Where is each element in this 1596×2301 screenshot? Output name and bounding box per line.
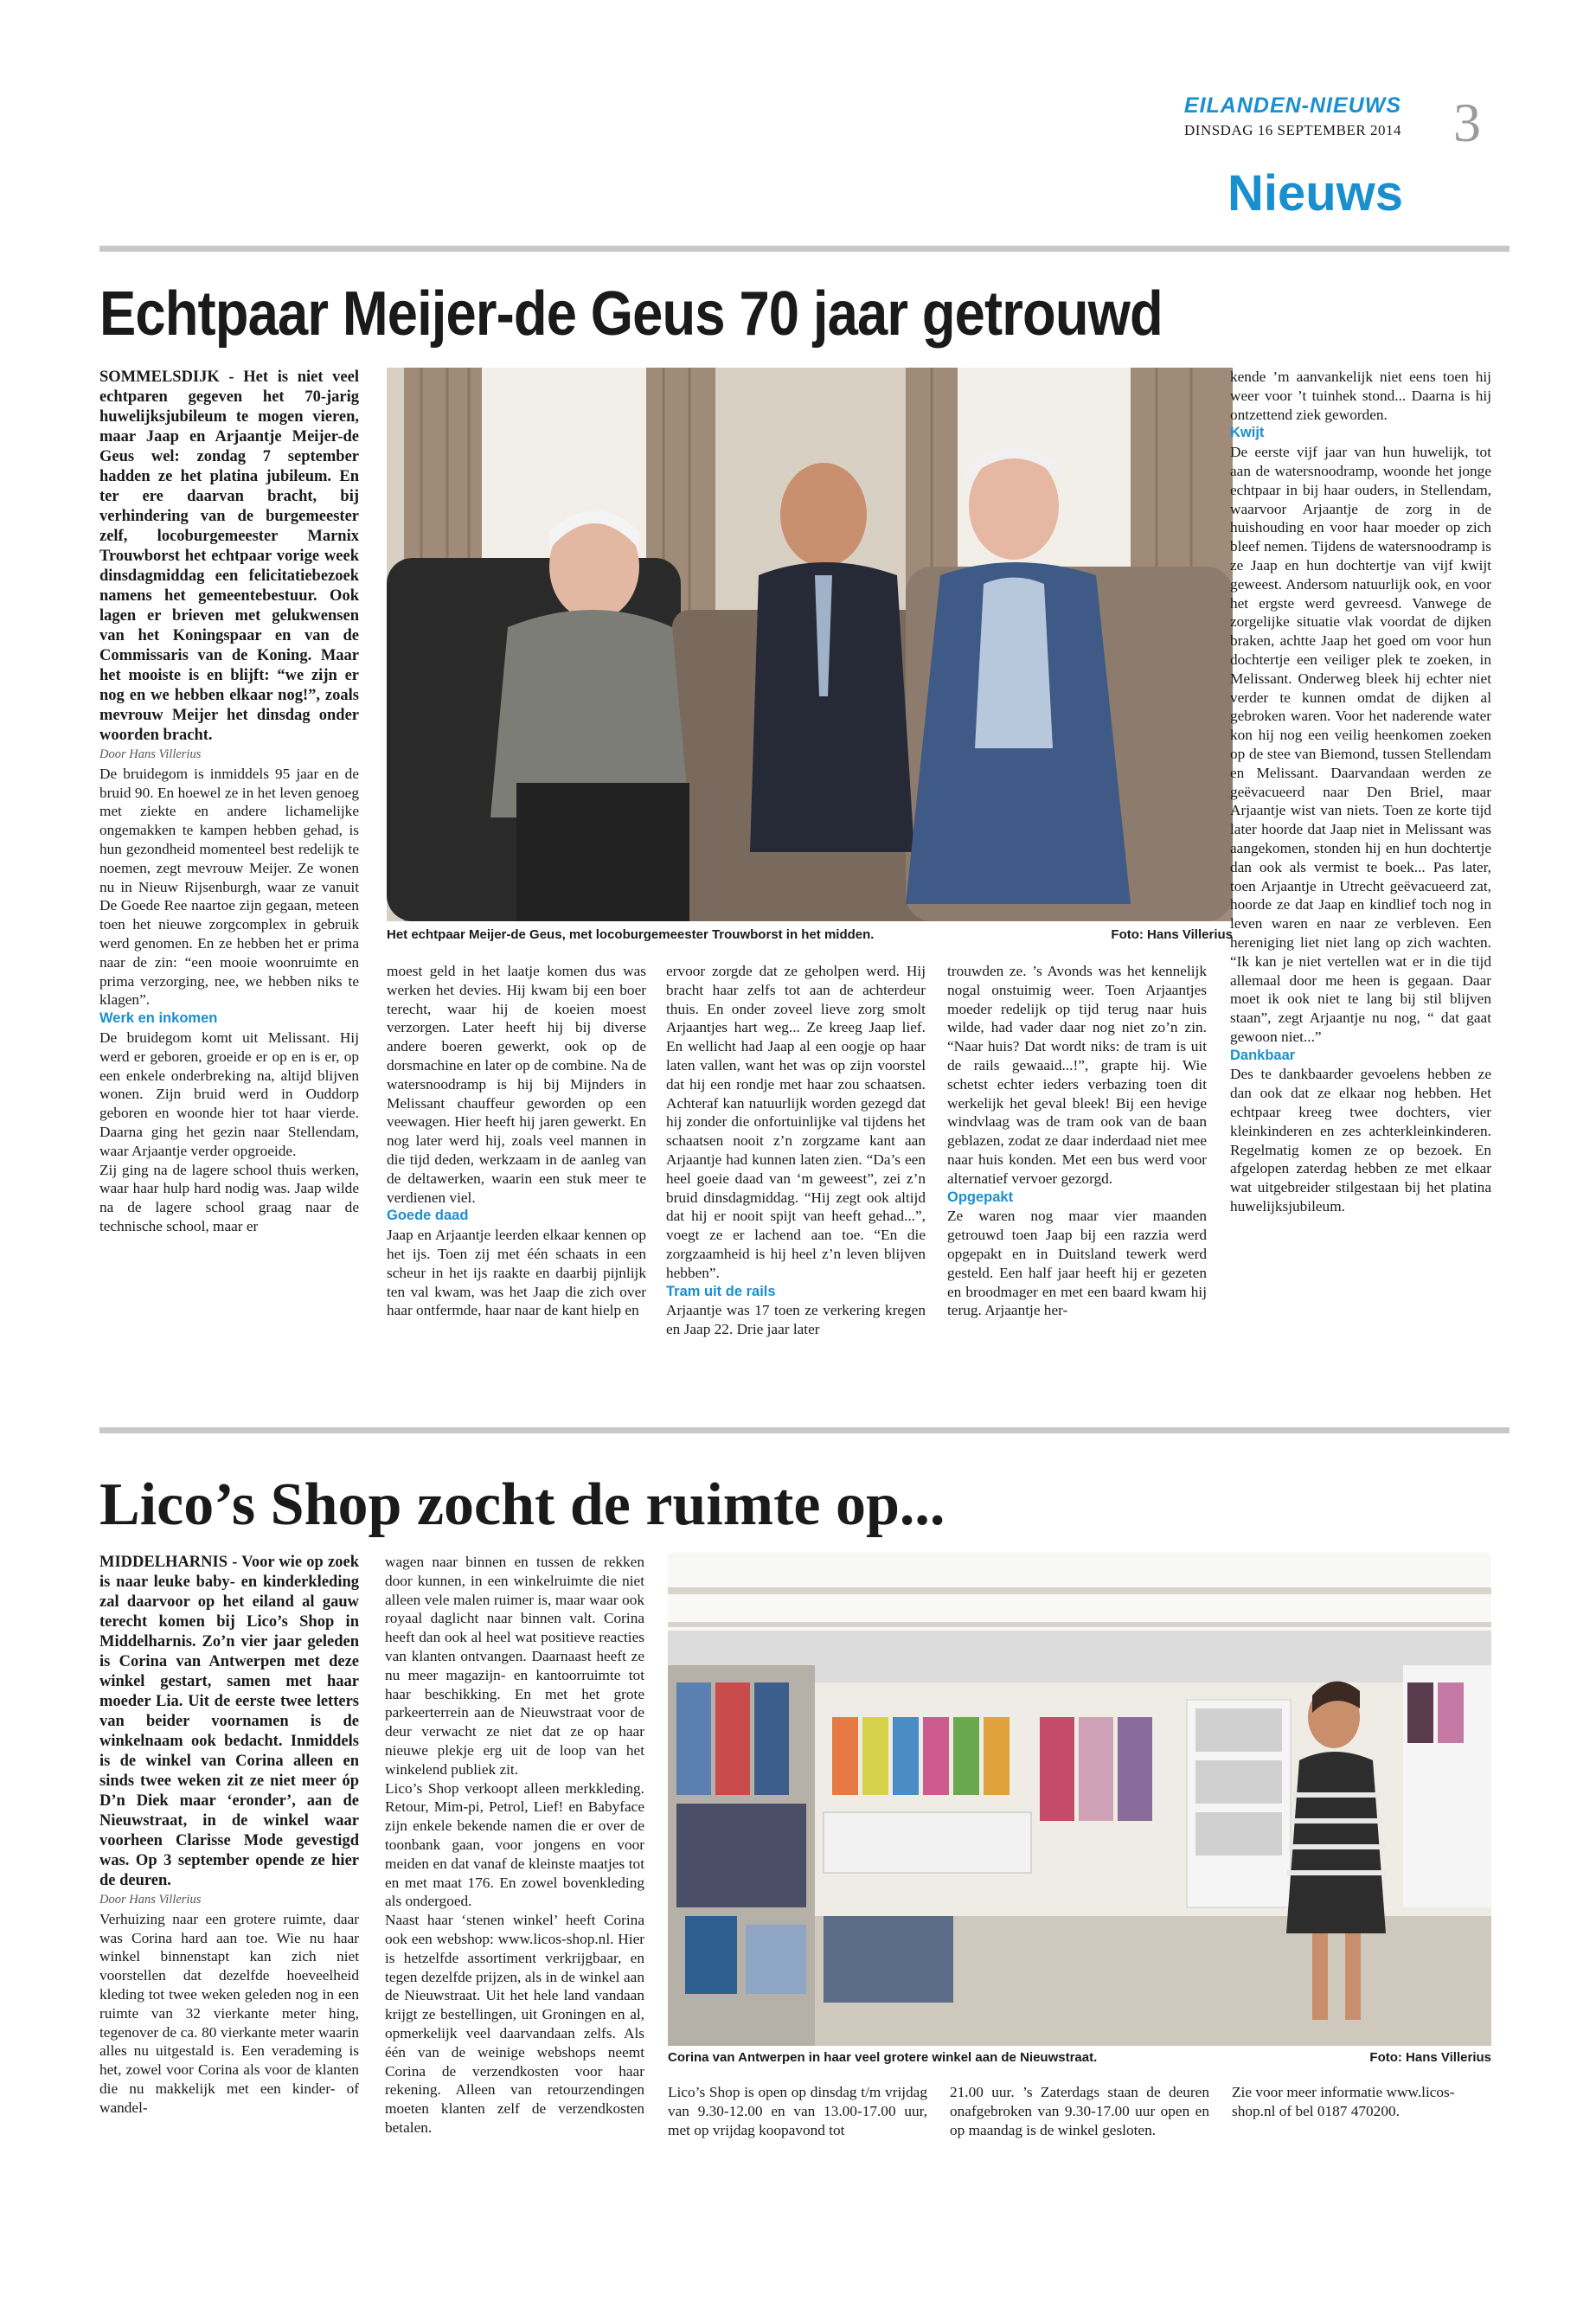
article1-subheading-tram: Tram uit de rails bbox=[666, 1283, 776, 1299]
article2-byline: Door Hans Villerius bbox=[99, 1893, 202, 1907]
article1-subheading-goede-daad: Goede daad bbox=[387, 1208, 469, 1224]
article1-photo-caption: Het echtpaar Meijer-de Geus, met locoburgemeester Trouwborst in het midden. bbox=[387, 927, 875, 942]
article1-paragraph: De bruidegom is inmiddels 95 jaar en de bruid 90. En hoewel ze in het leven genoeg met ziekte en andere lichamelijke ongemakken te kampen hebben gehad, is hun gezondheid momenteel best redelijk te noemen, zegt mevrouw Meijer. Ze wonen nu in Nieuw Rijsenburgh, waar ze vanuit De Goede Ree naartoe zijn gegaan, meteen toen het nieuwe zorgcomplex in gebruik werd genomen. En ze hebben het er prima naar de zin: “een mooie woonruimte en prima verzorging, nee, we hebben niks te klagen”. bbox=[99, 765, 359, 1009]
article1-photo-credit: Foto: Hans Villerius bbox=[1111, 927, 1233, 942]
article1-paragraph: Des te dankbaarder gevoelens hebben ze dan ook dat ze elkaar nog hebben. Het echtpaar kreeg twee dochters, vier kleinkinderen en zes achterkleinkinderen. Regelmatig komen ze op bezoek. En afgelopen zaterdag hebben ze met elkaar wat uitgebreider stilgestaan bij het platina huwelijksjubileum. bbox=[1230, 1066, 1491, 1215]
article2-paragraph: Verhuizing naar een grotere ruimte, daar was Corina hard aan toe. Wie nu haar winkel binnenstapt kan zich niet voorstellen dat dezelfde hoeveelheid kleding tot twee weken geleden nog in een ruimte van 32 vierkante meter hing, tegenover de ca. 80 vierkante meter waarin alles nu uitgestald is. Een verademing is het, zowel voor Corina als voor de klanten die nu makkelijk met een kinder- of wandel- bbox=[99, 1910, 359, 2116]
article2-paragraph: wagen naar binnen en tussen de rekken door kunnen, in een winkelruimte die niet alleen vele malen ruimer is, maar waar ook royaal daglicht naar binnen valt. Corina heeft dan ook al heel wat positieve reacties van klanten ontvangen. Daarnaast heeft ze nu meer magazijn- en kantoorruimte tot haar beschikking. En met het grote parkeerterrein aan de Nieuwstraat voor de deur verwacht ze niet dat ze op haar nieuwe plekje erg uit de loop van het winkelend publiek zit. bbox=[385, 1554, 644, 1778]
article1-col-1 bbox=[99, 368, 359, 1236]
article1-col-3 bbox=[666, 962, 926, 1339]
article2-photo-credit: Foto: Hans Villerius bbox=[1369, 2050, 1491, 2065]
article2-paragraph: Lico’s Shop verkoopt alleen merkkleding. Retour, Mim-pi, Petrol, Lief! en Babyface zijn enkele bekende namen die er over de toonbank gaan, voor jongens en voor meiden en dat vanaf de kleinste maatjes tot en met maat 176. En zowel bovenkleding als ondergoed. bbox=[385, 1779, 644, 1910]
shop-photo-illustration bbox=[668, 1553, 1491, 2046]
issue-date: DINSDAG 16 SEPTEMBER 2014 bbox=[1184, 122, 1401, 138]
article1-col-4 bbox=[947, 962, 1207, 1320]
article2-headline: Lico’s Shop zocht de ruimte op... bbox=[99, 1471, 945, 1538]
section-title: Nieuws bbox=[1227, 165, 1403, 221]
article1-subheading-kwijt: Kwijt bbox=[1230, 425, 1265, 441]
article1-paragraph: trouwden ze. ’s Avonds was het kennelijk nogal onstuimig weer. Toen Arjaantjes moeder redelijk op tijd terug naar huis wilde, had vader daar nog niet zo’n zin. “Naar huis? Dat wordt niks: de tram is uit de rails gewaaid...!”, grapte hij. Wie schetst echter ieders verbazing toen dit werkelijk het geval bleek! Bij een hevige windvlaag was de tram ook van de baan geblazen, zodat ze daar inderdaad niet mee naar huis konden. Met een bus werd voor alternatief vervoer gezorgd. bbox=[947, 963, 1207, 1187]
article1-col-5 bbox=[1230, 368, 1491, 1216]
couple-photo-illustration bbox=[387, 368, 1233, 921]
article1-subheading-opgepakt: Opgepakt bbox=[947, 1189, 1014, 1205]
article1-paragraph: De bruidegom komt uit Melissant. Hij werd er geboren, groeide er op en is er, op een enkele onderbreking na, altijd blijven wonen. Zijn bruid werd in Ouddorp geboren en woonde hier tot haar vierde. Daarna ging het gezin naar Stellendam, waar Arjaantje verder opgroeide. bbox=[99, 1029, 359, 1159]
article2-col-1 bbox=[99, 1553, 359, 2118]
article2-col-3 bbox=[668, 2083, 927, 2139]
article2-paragraph: Zie voor meer informatie www.licos-shop.nl of bel 0187 470200. bbox=[1232, 2084, 1455, 2119]
newspaper-name: EILANDEN-NIEUWS bbox=[1183, 93, 1401, 118]
article1-subheading-dankbaar: Dankbaar bbox=[1230, 1047, 1296, 1063]
article2-paragraph: Naast haar ‘stenen winkel’ heeft Corina ook een webshop: www.licos-shop.nl. Hier is hetzelfde assortiment verkrijgbaar, en tegen dezelfde prijzen, als in de winkel aan de Nieuwstraat. Uit het hele land vandaan krijgt ze bestellingen, uit Groningen en al, opmerkelijk veel daarvandaan zelfs. Als één van de weinige webshops neemt Corina de verzendkosten voor haar rekening. Alleen van retourzendingen moeten klanten zelf de verzendkosten betalen. bbox=[385, 1912, 644, 2136]
middle-divider bbox=[99, 1427, 1509, 1433]
article1-headline: Echtpaar Meijer-de Geus 70 jaar getrouwd bbox=[99, 279, 1163, 349]
article2-col-5 bbox=[1232, 2083, 1491, 2121]
article2-paragraph: Lico’s Shop is open op dinsdag t/m vrijdag van 9.30-12.00 en van 13.00-17.00 uur, met op vrijdag koopavond tot bbox=[668, 2084, 927, 2138]
article1-lead: SOMMELSDIJK - Het is niet veel echtparen gegeven het 70-jarig huwelijksjubileum te mogen vieren, maar Jaap en Arjaantje Meijer-de Geus wel: zondag 7 september hadden ze het platina jubileum. En ter ere daarvan bracht, bij verhindering van de burgemeester zelf, locoburgemeester Marnix Trouwborst het echtpaar vorige week dinsdagmiddag een felicitatiebezoek namens het gemeentebestuur. Ook lagen er brieven met gelukwensen van het Koningspaar en van de Commissaris van de Koning. Maar het mooiste is en blijft: “we zijn er nog en we hebben elkaar nog!”, zoals mevrouw Meijer het dinsdag onder woorden bracht. bbox=[99, 369, 359, 744]
page-number: 3 bbox=[1453, 92, 1481, 153]
masthead bbox=[1116, 93, 1401, 139]
article1-paragraph: De eerste vijf jaar van hun huwelijk, tot aan de watersnoodramp, woonde het jonge echtpaar in bij haar ouders, in Stellendam, waarvoor Arjaantje de zorg in de huishouding en voor haar moeder op zich bleef nemen. Tijdens de watersnoodramp is ze Jaap en hun dochtertje van vijf kwijt geweest. Andersom natuurlijk ook, en voor het ergste werd gevreesd. Vanwege de zorgelijke situatie vlak voordat de dijken braken, achtte Jaap het goed om voor hun dochtertje een veiliger plek te zoeken, in Melissant. Onderweg bleek hij echter niet verder te kunnen omdat de dijken al gebroken waren. Voor het naderende water kon hij nog een veilig heenkomen zoeken op de stee van Biemond, tussen Stellendam en Melissant. Daarvandaan werden ze geëvacueerd naar Den Briel, maar Arjaantje wist van niets. Toen ze korte tijd later hoorde dat Jaap niet in Melissant was aangekomen, stonden hij en hun dochtertje dan ook als vermist te boek... Pas later, toen Arjaantje in Utrecht geëvacueerd zat, hoorde ze dat Jaap en kindlief toch nog in leven waren en naar ze verbleven. Een hereniging liet niet lang op zich wachten. “Ik kan je niet vertellen wat er in die tijd allemaal door me heen is gegaan. Daar moet ik ook niet te lang bij stil blijven staan”, zegt Arjaantje nu nog, “ dat gaat gewoon niet...” bbox=[1230, 444, 1491, 1045]
article1-byline: Door Hans Villerius bbox=[99, 747, 202, 761]
article1-paragraph: ervoor zorgde dat ze geholpen werd. Hij bracht haar zelfs tot aan de achterdeur thuis. En onder zoveel lieve zorg smolt Arjaantjes hart weg... Ze kreeg Jaap lief. En wellicht had Jaap al een oogje op haar laten vallen, want het was op zijn voorstel dat hij een rondje met haar zou schaatsen. Achteraf kan natuurlijk worden gezegd dat hij zonder die onfortuinlijke val tijdens het schaatsen nooit z’n zorgzame kant aan Arjaantje had kunnen laten zien. “Da’s een heel goeie daad van ‘m geweest”, zei z’n bruid dinsdagmiddag. “Hij zegt ook altijd dat hij er nooit spijt van heeft gehad...”, voegt ze er lachend aan toe. “En die zorgzaamheid is hij heel z’n leven blijven hebben”. bbox=[666, 963, 926, 1281]
article2-lead: MIDDELHARNIS - Voor wie op zoek is naar leuke baby- en kinderkleding zal daarvoor op het eiland al gauw terecht komen bij Lico’s Shop in Middelharnis. Zo’n vier jaar geleden is Corina van Antwerpen met deze winkel gestart, samen met haar moeder Lia. Uit de eerste twee letters van beider voornamen is de winkelnaam ook bedacht. Inmiddels is de winkel van Corina alleen en sinds twee weken zit ze niet meer óp D’n Diek maar ‘eronder’, aan de Nieuwstraat, in de winkel waar voorheen Clarisse Mode gevestigd was. Op 3 september opende ze hier de deuren. bbox=[99, 1554, 359, 1889]
article1-paragraph: kende ’m aanvankelijk niet eens toen hij weer voor ’t tuinhek stond... Daarna is hij ontzettend ziek geworden. bbox=[1230, 369, 1491, 423]
top-divider bbox=[99, 246, 1509, 252]
article2-paragraph: 21.00 uur. ’s Zaterdags staan de deuren onafgebroken van 9.30-17.00 uur open en op maandag is de winkel gesloten. bbox=[950, 2084, 1209, 2138]
article1-paragraph: Ze waren nog maar vier maanden getrouwd toen Jaap bij een razzia werd opgepakt en in Duitsland tewerk werd gesteld. Een half jaar heeft hij er gezeten en broodmager en met een baard kwam hij terug. Arjaantje her- bbox=[947, 1208, 1207, 1319]
article1-paragraph: Jaap en Arjaantje leerden elkaar kennen op het ijs. Toen zij met één schaats in een scheur in het ijs raakte en daarbij pijnlijk ten val kwam, was het Jaap die zich over haar ontfermde, haar naar de kant hielp en bbox=[387, 1227, 646, 1319]
article1-paragraph: Zij ging na de lagere school thuis werken, waar haar hulp hard nodig was. Jaap wilde na de lagere school graag naar de technische school, maar er bbox=[99, 1161, 359, 1234]
article1-photo bbox=[387, 368, 1233, 921]
article1-paragraph: Arjaantje was 17 toen ze verkering kregen en Jaap 22. Drie jaar later bbox=[666, 1302, 926, 1338]
article1-subheading-werk: Werk en inkomen bbox=[99, 1010, 218, 1027]
article2-col-2 bbox=[385, 1553, 644, 2138]
article2-photo bbox=[668, 1553, 1491, 2046]
article2-col-4 bbox=[950, 2083, 1209, 2139]
article2-photo-caption: Corina van Antwerpen in haar veel grotere winkel aan de Nieuwstraat. bbox=[668, 2050, 1098, 2065]
article1-col-2 bbox=[387, 962, 646, 1320]
article1-paragraph: moest geld in het laatje komen dus was werken het devies. Hij kwam bij een boer terecht, waar hij de koeien moest verzorgen. Later heeft hij bij diverse andere boeren gewerkt, ook op de dorsmachine en later op de combine. Na de watersnoodramp is hij bij Mijnders in Melissant chauffeur geworden op een veewagen. Hier heeft hij jaren gewerkt. En nog later werd hij, zoals veel mannen in die tijd deden, werkzaam in de aanleg van de deltawerken, waarin een stuk meer te verdienen viel. bbox=[387, 963, 646, 1206]
